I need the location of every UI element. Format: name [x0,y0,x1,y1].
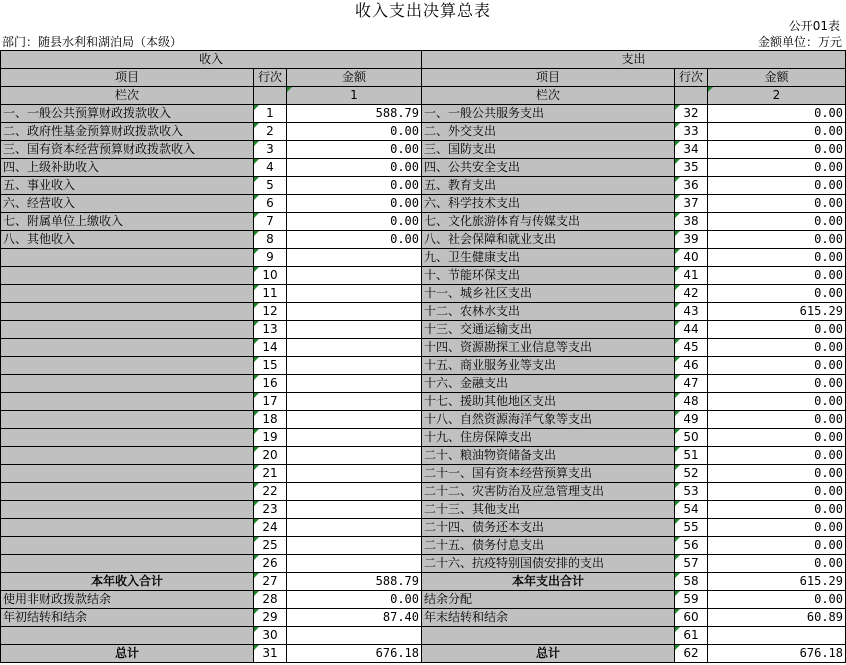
income-line: 21 [254,465,287,483]
table-row [1,645,846,663]
table-row [1,519,846,537]
expense-line: 37 [675,195,708,213]
income-line: 16 [254,375,287,393]
income-item: 本年收入合计 [1,573,254,591]
income-amount [287,303,422,321]
income-amount: 676.18 [287,645,422,663]
expense-line: 57 [675,555,708,573]
expense-item: 二十五、债务付息支出 [422,537,675,555]
expense-item: 六、科学技术支出 [422,195,675,213]
income-amount: 0.00 [287,231,422,249]
income-amount [287,321,422,339]
income-line: 18 [254,411,287,429]
expense-line: 38 [675,213,708,231]
department-label: 部门：随县水利和湖泊局（本级） [2,35,183,49]
expense-line-header: 行次 [675,69,708,87]
expense-amount: 0.00 [708,447,846,465]
expense-line: 45 [675,339,708,357]
expense-item: 十三、交通运输支出 [422,321,675,339]
income-line: 17 [254,393,287,411]
expense-column-label: 栏次 [422,87,675,105]
expense-amount: 60.89 [708,609,846,627]
expense-line: 34 [675,141,708,159]
expense-amount: 0.00 [708,357,846,375]
table-row [1,213,846,231]
expense-amount: 615.29 [708,303,846,321]
expense-item: 九、卫生健康支出 [422,249,675,267]
income-item: 使用非财政拨款结余 [1,591,254,609]
income-line-header: 行次 [254,69,287,87]
income-item [1,465,254,483]
expense-amount: 0.00 [708,555,846,573]
income-item [1,429,254,447]
income-line: 12 [254,303,287,321]
expense-item: 四、公共安全支出 [422,159,675,177]
income-amount: 0.00 [287,591,422,609]
expense-item: 五、教育支出 [422,177,675,195]
income-line: 5 [254,177,287,195]
income-item [1,303,254,321]
expense-line: 48 [675,393,708,411]
expense-amount: 0.00 [708,339,846,357]
income-line: 26 [254,555,287,573]
table-row [1,393,846,411]
income-amount: 0.00 [287,213,422,231]
expense-item: 十四、资源勘探工业信息等支出 [422,339,675,357]
income-amount [287,537,422,555]
expense-item: 十二、农林水支出 [422,303,675,321]
unit-label: 金额单位：万元 [757,35,842,49]
expense-amount: 0.00 [708,159,846,177]
expense-amount: 0.00 [708,249,846,267]
expense-line: 51 [675,447,708,465]
table-row [1,123,846,141]
expense-item: 二、外交支出 [422,123,675,141]
expense-line: 50 [675,429,708,447]
income-item [1,357,254,375]
income-item [1,483,254,501]
income-line: 14 [254,339,287,357]
income-amount [287,483,422,501]
expense-line: 54 [675,501,708,519]
table-row [1,339,846,357]
income-line: 31 [254,645,287,663]
expense-line: 47 [675,375,708,393]
expense-amount: 0.00 [708,591,846,609]
income-line: 2 [254,123,287,141]
table-row [1,483,846,501]
income-item [1,537,254,555]
expense-amount [708,627,846,645]
expense-amount: 0.00 [708,285,846,303]
expense-amount: 0.00 [708,105,846,123]
table-row [1,447,846,465]
income-amount [287,411,422,429]
expense-line: 32 [675,105,708,123]
income-item [1,555,254,573]
income-amount [287,267,422,285]
income-amount [287,501,422,519]
expense-amount: 0.00 [708,519,846,537]
expense-line: 46 [675,357,708,375]
table-row [1,573,846,591]
income-amount [287,555,422,573]
income-line: 23 [254,501,287,519]
expense-amount: 0.00 [708,375,846,393]
expense-amount: 615.29 [708,573,846,591]
table-row [1,537,846,555]
income-item [1,447,254,465]
expense-amount: 0.00 [708,213,846,231]
expense-item: 十八、自然资源海洋气象等支出 [422,411,675,429]
expense-item [422,627,675,645]
income-amount [287,447,422,465]
expense-item: 十六、金融支出 [422,375,675,393]
expense-amount: 0.00 [708,321,846,339]
expense-line: 39 [675,231,708,249]
table-row [1,375,846,393]
income-line: 30 [254,627,287,645]
expense-line: 59 [675,591,708,609]
income-amount [287,465,422,483]
income-amount: 0.00 [287,195,422,213]
table-row [1,105,846,123]
table-row [1,159,846,177]
expense-line: 40 [675,249,708,267]
expense-line: 58 [675,573,708,591]
income-column-blank [254,87,287,105]
expense-line: 36 [675,177,708,195]
income-amount [287,375,422,393]
expense-item: 二十三、其他支出 [422,501,675,519]
income-line: 11 [254,285,287,303]
table-row [1,627,846,645]
expense-item: 十七、援助其他地区支出 [422,393,675,411]
expense-item: 年末结转和结余 [422,609,675,627]
expense-item-header: 项目 [422,69,675,87]
income-amount [287,429,422,447]
income-line: 20 [254,447,287,465]
expense-item: 结余分配 [422,591,675,609]
table-row [1,177,846,195]
table-row [1,429,846,447]
table-row [1,231,846,249]
income-amount-header: 金额 [287,69,422,87]
income-item [1,285,254,303]
expense-line: 56 [675,537,708,555]
expense-line: 43 [675,303,708,321]
table-row [1,195,846,213]
expense-item: 二十二、灾害防治及应急管理支出 [422,483,675,501]
income-amount: 0.00 [287,159,422,177]
income-line: 1 [254,105,287,123]
table-row [1,465,846,483]
expense-line: 49 [675,411,708,429]
expense-item: 一、一般公共服务支出 [422,105,675,123]
table-row [1,357,846,375]
income-item [1,267,254,285]
expense-amount: 0.00 [708,411,846,429]
income-line: 25 [254,537,287,555]
income-item: 年初结转和结余 [1,609,254,627]
income-amount: 0.00 [287,123,422,141]
table-row [1,591,846,609]
expense-line: 35 [675,159,708,177]
expense-line: 41 [675,267,708,285]
table-row [1,555,846,573]
expense-column-blank [675,87,708,105]
income-header: 收入 [1,51,422,69]
expense-line: 62 [675,645,708,663]
expense-line: 55 [675,519,708,537]
expense-amount: 0.00 [708,483,846,501]
expense-amount: 0.00 [708,231,846,249]
income-line: 7 [254,213,287,231]
income-amount [287,249,422,267]
expense-item: 十一、城乡社区支出 [422,285,675,303]
table-row [1,249,846,267]
income-item-header: 项目 [1,69,254,87]
expense-amount: 0.00 [708,393,846,411]
income-line: 19 [254,429,287,447]
income-line: 15 [254,357,287,375]
expense-item: 七、文化旅游体育与传媒支出 [422,213,675,231]
expense-line: 61 [675,627,708,645]
income-line: 8 [254,231,287,249]
expense-amount: 0.00 [708,465,846,483]
expense-item: 十九、住房保障支出 [422,429,675,447]
income-line: 28 [254,591,287,609]
income-line: 13 [254,321,287,339]
income-line: 22 [254,483,287,501]
table-row [1,141,846,159]
income-item: 四、上级补助收入 [1,159,254,177]
income-item [1,375,254,393]
table-row [1,609,846,627]
report-title: 收入支出决算总表 [354,1,491,20]
income-item [1,501,254,519]
expense-item: 二十、粮油物资储备支出 [422,447,675,465]
income-line: 10 [254,267,287,285]
expense-amount: 0.00 [708,123,846,141]
expense-header: 支出 [422,51,846,69]
income-item [1,519,254,537]
income-item: 二、政府性基金预算财政拨款收入 [1,123,254,141]
income-column-label: 栏次 [1,87,254,105]
expense-amount: 0.00 [708,501,846,519]
income-expense-table [0,50,846,663]
income-line: 4 [254,159,287,177]
table-row [1,285,846,303]
income-item [1,411,254,429]
expense-item: 本年支出合计 [422,573,675,591]
income-item: 一、一般公共预算财政拨款收入 [1,105,254,123]
income-item: 六、经营收入 [1,195,254,213]
income-amount: 0.00 [287,141,422,159]
expense-item: 总计 [422,645,675,663]
expense-amount: 0.00 [708,429,846,447]
expense-amount: 0.00 [708,141,846,159]
expense-item: 十、节能环保支出 [422,267,675,285]
income-amount: 588.79 [287,105,422,123]
expense-item: 二十六、抗疫特别国债安排的支出 [422,555,675,573]
expense-line: 52 [675,465,708,483]
income-item [1,627,254,645]
expense-line: 44 [675,321,708,339]
income-line: 24 [254,519,287,537]
expense-amount: 676.18 [708,645,846,663]
income-amount: 588.79 [287,573,422,591]
expense-column-number: 2 [708,87,846,105]
expense-line: 53 [675,483,708,501]
expense-amount: 0.00 [708,267,846,285]
income-item [1,321,254,339]
table-row [1,321,846,339]
expense-line: 33 [675,123,708,141]
income-item [1,393,254,411]
income-item [1,339,254,357]
form-code: 公开01表 [788,19,840,33]
expense-line: 42 [675,285,708,303]
income-line: 3 [254,141,287,159]
expense-amount: 0.00 [708,195,846,213]
table-row [1,267,846,285]
expense-item: 二十四、债务还本支出 [422,519,675,537]
income-item: 总计 [1,645,254,663]
expense-amount: 0.00 [708,177,846,195]
income-item [1,249,254,267]
income-line: 9 [254,249,287,267]
income-amount [287,339,422,357]
expense-item: 十五、商业服务业等支出 [422,357,675,375]
income-amount: 87.40 [287,609,422,627]
income-amount [287,519,422,537]
expense-item: 二十一、国有资本经营预算支出 [422,465,675,483]
expense-amount-header: 金额 [708,69,846,87]
income-amount [287,285,422,303]
table-row [1,411,846,429]
table-row [1,501,846,519]
expense-amount: 0.00 [708,537,846,555]
income-amount [287,357,422,375]
income-line: 27 [254,573,287,591]
income-item: 七、附属单位上缴收入 [1,213,254,231]
income-item: 五、事业收入 [1,177,254,195]
income-line: 6 [254,195,287,213]
income-item: 八、其他收入 [1,231,254,249]
expense-item: 三、国防支出 [422,141,675,159]
income-line: 29 [254,609,287,627]
income-amount: 0.00 [287,177,422,195]
table-row [1,303,846,321]
expense-item: 八、社会保障和就业支出 [422,231,675,249]
income-amount [287,627,422,645]
income-item: 三、国有资本经营预算财政拨款收入 [1,141,254,159]
expense-line: 60 [675,609,708,627]
income-column-number: 1 [287,87,422,105]
income-amount [287,393,422,411]
